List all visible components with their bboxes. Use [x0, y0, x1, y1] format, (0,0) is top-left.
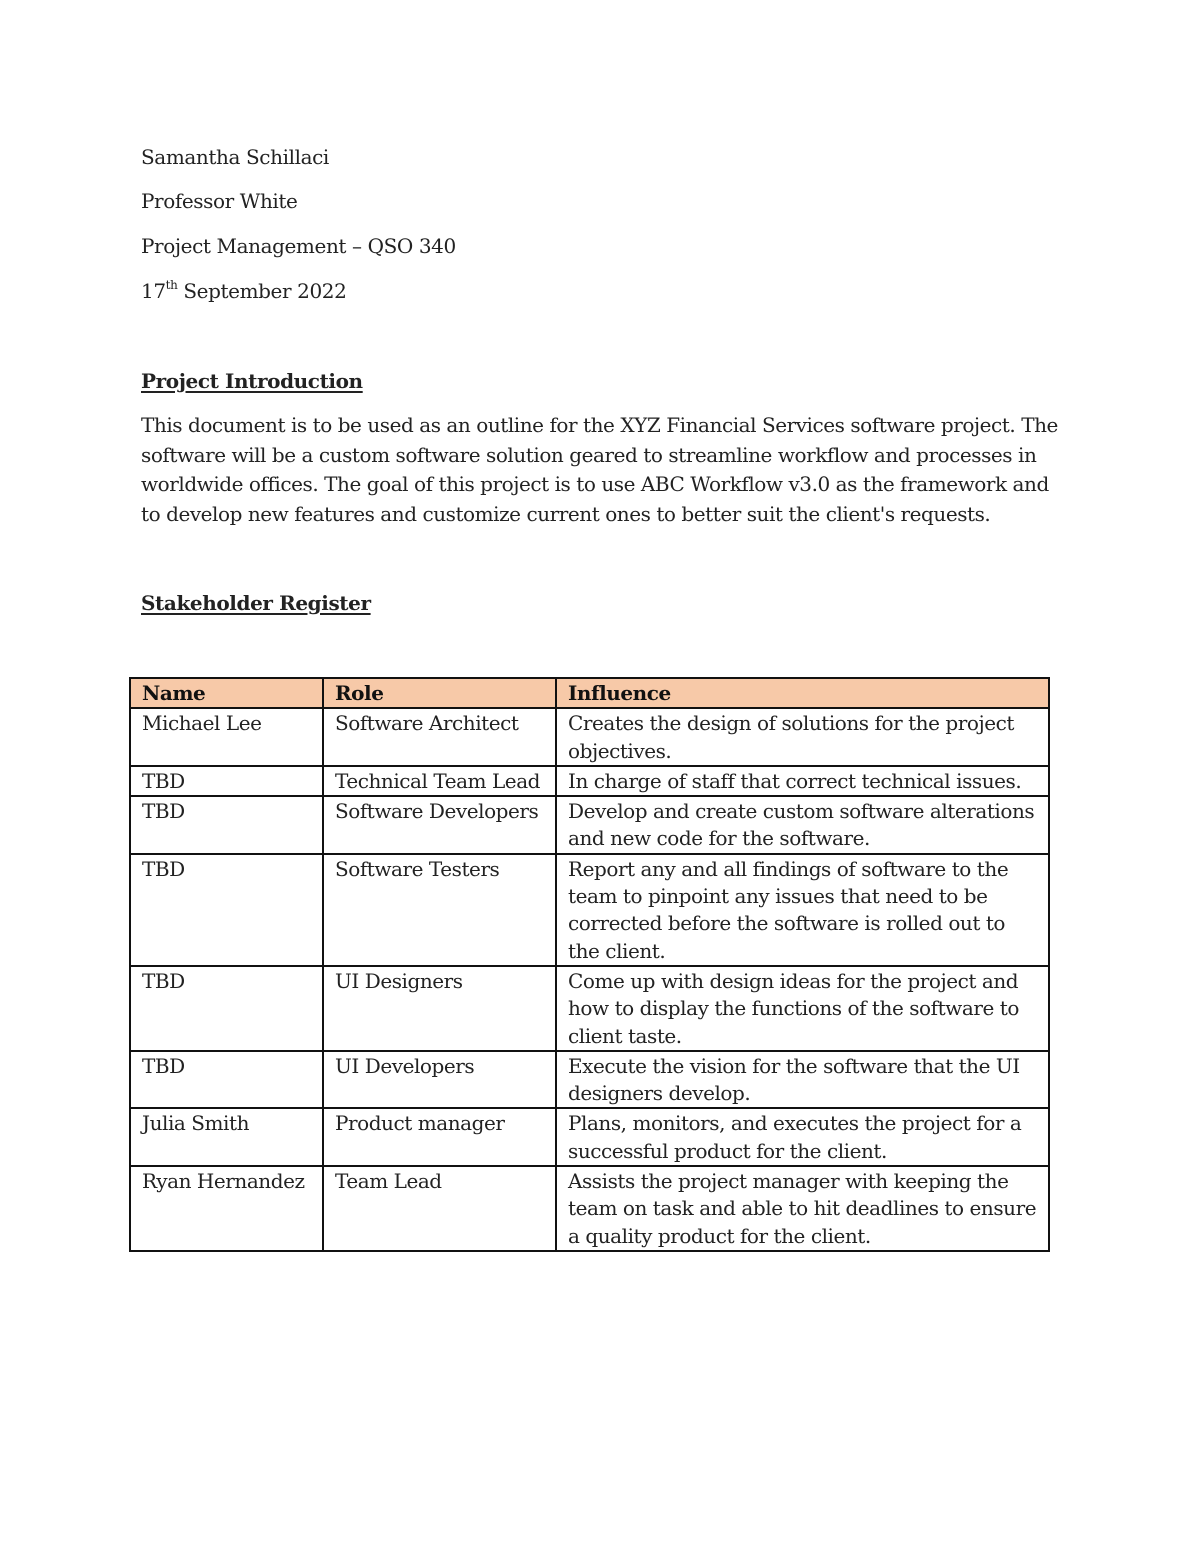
date-day: 17: [141, 279, 166, 303]
paragraph-line: software will be a custom software solution geared to streamline workflow and processes in: [141, 442, 1037, 467]
cell-role: UI Developers: [323, 1051, 556, 1109]
course-title: Project Management – QSO 340: [141, 234, 456, 258]
cell-role: Software Testers: [323, 854, 556, 966]
column-header-influence: Influence: [556, 678, 1049, 708]
table-row: [130, 766, 1049, 796]
cell-role: UI Designers: [323, 966, 556, 1051]
cell-name: Michael Lee: [130, 708, 323, 766]
table-row: [130, 1108, 1049, 1166]
cell-role: Software Developers: [323, 796, 556, 854]
date-suffix: th: [165, 278, 178, 293]
author-name: Samantha Schillaci: [141, 145, 329, 169]
cell-role: Product manager: [323, 1108, 556, 1166]
cell-name: Julia Smith: [130, 1108, 323, 1166]
cell-influence: Execute the vision for the software that the UI designers develop.: [556, 1051, 1049, 1109]
cell-name: TBD: [130, 854, 323, 966]
column-header-name: Name: [130, 678, 323, 708]
cell-role: Technical Team Lead: [323, 766, 556, 796]
cell-name: TBD: [130, 1051, 323, 1109]
professor-name: Professor White: [141, 189, 298, 213]
date-month-year: September 2022: [177, 279, 347, 303]
cell-name: TBD: [130, 796, 323, 854]
paragraph-line: to develop new features and customize current ones to better suit the client's requests.: [141, 501, 991, 526]
cell-influence: Assists the project manager with keeping the team on task and able to hit deadlines to ensure a quality product for the client.: [556, 1166, 1049, 1251]
table-row: [130, 708, 1049, 766]
project-introduction-heading: Project Introduction: [141, 369, 363, 393]
table-header-row: [130, 678, 1049, 708]
cell-influence: Report any and all findings of software to the team to pinpoint any issues that need to be corrected before the software is rolled out to the client.: [556, 854, 1049, 966]
table-row: [130, 966, 1049, 1051]
cell-influence: In charge of staff that correct technical issues.: [556, 766, 1049, 796]
paragraph-line: worldwide offices. The goal of this project is to use ABC Workflow v3.0 as the framework and: [141, 472, 1049, 496]
table-row: [130, 1051, 1049, 1109]
cell-name: TBD: [130, 966, 323, 1051]
table-row: [130, 854, 1049, 966]
stakeholder-register-heading: Stakeholder Register: [141, 591, 371, 615]
cell-influence: Develop and create custom software alterations and new code for the software.: [556, 796, 1049, 854]
cell-name: Ryan Hernandez: [130, 1166, 323, 1251]
cell-influence: Come up with design ideas for the project and how to display the functions of the software to client taste.: [556, 966, 1049, 1051]
paragraph-line: This document is to be used as an outline for the XYZ Financial Services software project. The: [141, 413, 1058, 437]
cell-influence: Plans, monitors, and executes the project for a successful product for the client.: [556, 1108, 1049, 1166]
cell-role: Team Lead: [323, 1166, 556, 1251]
project-introduction-paragraph: [141, 411, 1058, 529]
stakeholder-register-table: [129, 677, 1050, 1252]
column-header-role: Role: [323, 678, 556, 708]
document-date: [141, 279, 346, 303]
table-row: [130, 796, 1049, 854]
cell-influence: Creates the design of solutions for the project objectives.: [556, 708, 1049, 766]
cell-name: TBD: [130, 766, 323, 796]
table-row: [130, 1166, 1049, 1251]
cell-role: Software Architect: [323, 708, 556, 766]
